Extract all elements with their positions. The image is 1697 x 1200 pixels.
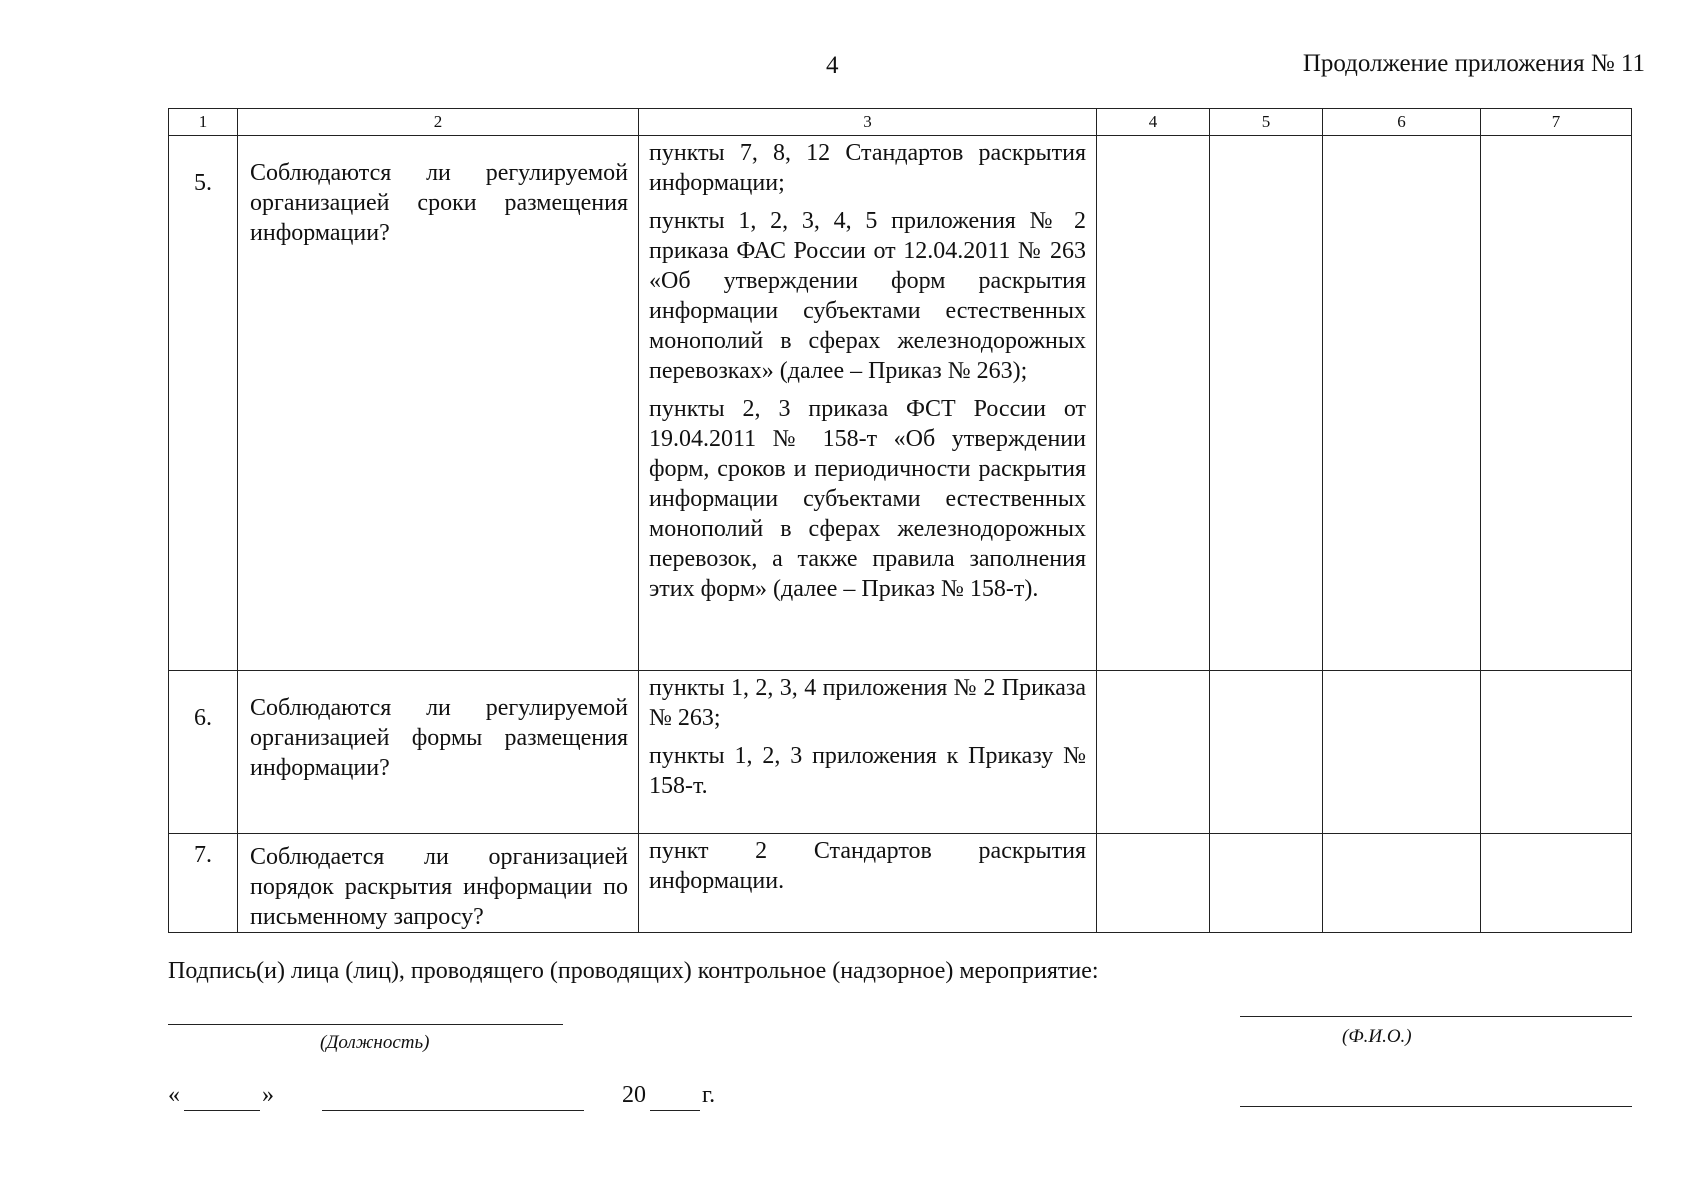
date-open-quote: « — [168, 1082, 180, 1108]
header-row — [169, 109, 1632, 136]
column-header: 2 — [238, 109, 639, 136]
column-header: 6 — [1323, 109, 1481, 136]
reference-text: пункты 1, 2, 3, 4 приложения № 2 Приказа № 263; — [649, 675, 1086, 731]
reference-cell — [639, 136, 1097, 671]
page-number: 4 — [826, 52, 839, 79]
appendix-title: Продолжение приложения № 11 — [1302, 50, 1645, 77]
reference-cell — [639, 671, 1097, 834]
question-cell: Соблюдается ли организацией порядок раскрытия информации по письменному запросу? — [238, 834, 639, 933]
position-line — [168, 1024, 563, 1025]
reference-text: пункты 1, 2, 3, 4, 5 приложения № 2 приказа ФАС России от 12.04.2011 № 263 «Об утверждении форм раскрытия информации субъектами естественных монополий в сферах железнодорожных перевозках» (далее – Приказ № 263); — [649, 208, 1086, 384]
row-number: 5. — [169, 136, 238, 671]
empty-cell — [1323, 834, 1481, 933]
name-line — [1240, 1016, 1632, 1017]
table-row — [169, 671, 1632, 834]
empty-cell — [1323, 136, 1481, 671]
column-header: 3 — [639, 109, 1097, 136]
year-prefix: 20 — [622, 1082, 646, 1108]
signature-label: Подпись(и) лица (лиц), проводящего (проводящих) контрольное (надзорное) мероприятие: — [168, 958, 1099, 984]
row-number: 6. — [169, 671, 238, 834]
table-row — [169, 834, 1632, 933]
date-close-quote: » — [262, 1082, 274, 1108]
empty-cell — [1210, 834, 1323, 933]
empty-cell — [1097, 671, 1210, 834]
reference-text: пункты 7, 8, 12 Стандартов раскрытия информации; — [649, 140, 1086, 196]
column-header: 5 — [1210, 109, 1323, 136]
empty-cell — [1097, 136, 1210, 671]
year-line — [650, 1110, 700, 1111]
column-header: 1 — [169, 109, 238, 136]
empty-cell — [1481, 834, 1632, 933]
question-cell: Соблюдаются ли регулируемой организацией сроки размещения информации? — [238, 136, 639, 671]
position-caption: (Должность) — [320, 1032, 430, 1053]
signature-line — [1240, 1106, 1632, 1107]
question-cell: Соблюдаются ли регулируемой организацией формы размещения информации? — [238, 671, 639, 834]
checklist-table — [168, 108, 1632, 933]
column-header: 7 — [1481, 109, 1632, 136]
month-line — [322, 1110, 584, 1111]
reference-text: пункты 2, 3 приказа ФСТ России от 19.04.2011 № 158-т «Об утверждении форм, сроков и периодичности раскрытия информации субъектами естественных монополий в сферах железнодорожных перевозок, а также правила заполнения этих форм» (далее – Приказ № 158-т). — [649, 396, 1086, 602]
day-line — [184, 1110, 260, 1111]
empty-cell — [1210, 671, 1323, 834]
reference-text: пункты 1, 2, 3 приложения к Приказу № 158-т. — [649, 743, 1086, 799]
empty-cell — [1481, 136, 1632, 671]
empty-cell — [1323, 671, 1481, 834]
empty-cell — [1481, 671, 1632, 834]
empty-cell — [1097, 834, 1210, 933]
reference-cell — [639, 834, 1097, 933]
year-suffix: г. — [702, 1082, 716, 1108]
table-row — [169, 136, 1632, 671]
row-number: 7. — [169, 834, 238, 933]
empty-cell — [1210, 136, 1323, 671]
reference-text: пункт 2 Стандартов раскрытия информации. — [649, 838, 1086, 894]
name-caption: (Ф.И.О.) — [1342, 1026, 1412, 1047]
column-header: 4 — [1097, 109, 1210, 136]
